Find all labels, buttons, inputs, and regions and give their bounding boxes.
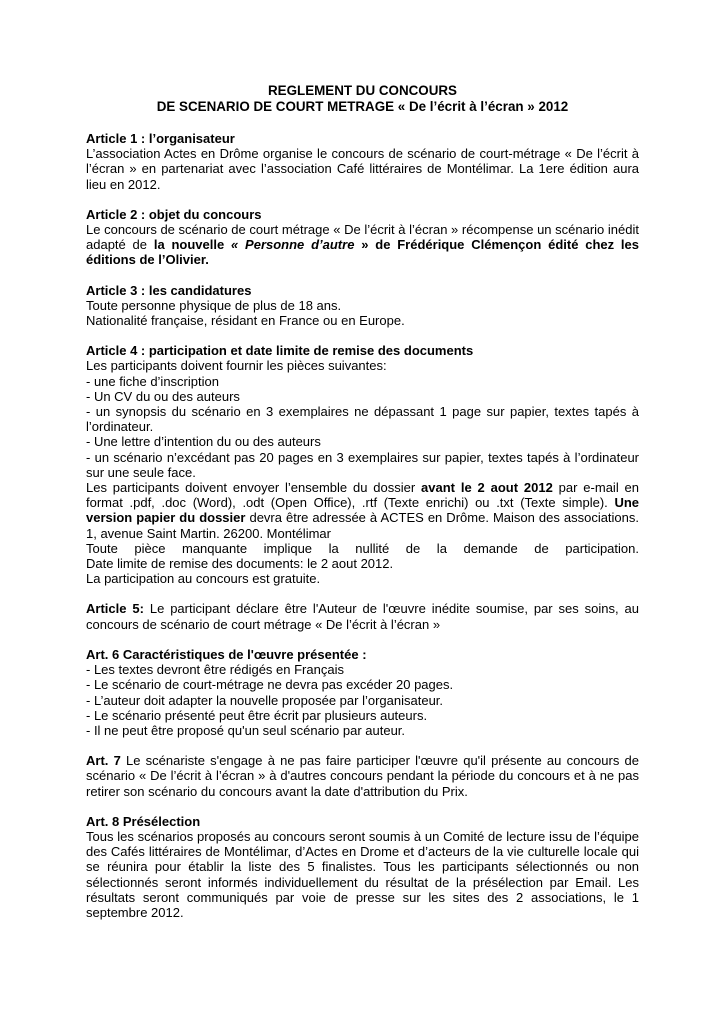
article-4-line-7: Toute pièce manquante implique la nullité de la demande de participation. (86, 540, 639, 556)
article-7 (86, 753, 639, 799)
article-7-text: Le scénariste s'engage à ne pas faire participer l'œuvre qu'il présente au concours de scénario « De l’écrit à l’écran » à d'autres concours pendant la période du concours et à ne pas retirer son scénario du concours avant la date d'attribution du Prix. (86, 753, 640, 799)
article-4-line-5: - Une lettre d’intention du ou des auteurs (86, 434, 321, 450)
article-6-line-2: - Le scénario de court-métrage ne devra pas excéder 20 pages. (86, 677, 454, 693)
article-4-p2: par e-mail en format .pdf, .doc (Word), .odt (Open Office), .rtf (Texte enrichi) ou .txt (Texte simple). (86, 480, 640, 511)
document-page (86, 83, 639, 920)
article-7-heading: Art. 7 (86, 753, 121, 769)
article-4-line-8: Date limite de remise des documents: le 2 aout 2012. (86, 556, 394, 572)
article-6 (86, 647, 639, 738)
article-8 (86, 814, 639, 920)
article-4-line-2: - une fiche d’inscription (86, 373, 219, 389)
article-3-heading: Article 3 : les candidatures (86, 282, 252, 298)
article-2-bold-2: » de Frédérique Clémençon édité chez les éditions de l’Olivier. (86, 237, 639, 268)
article-4-paragraph (86, 480, 639, 541)
article-1-text: L’association Actes en Drôme organise le concours de scénario de court-métrage « De l’écrit à l’écran » en partenariat avec l’association Café littéraires de Montélimar. La 1ere édition aura lieu en 2012. (86, 146, 639, 192)
document-title (86, 83, 639, 115)
article-4-p2-bold: Une version papier du dossier (86, 495, 639, 526)
article-1 (86, 131, 639, 192)
article-6-line-4: - Le scénario présenté peut être écrit par plusieurs auteurs. (86, 707, 428, 723)
article-1-heading: Article 1 : l’organisateur (86, 131, 235, 146)
article-2 (86, 207, 639, 268)
article-4-heading: Article 4 : participation et date limite de remise des documents (86, 343, 474, 359)
article-6-line-1: - Les textes devront être rédigés en Français (86, 662, 344, 678)
title-line-2: DE SCENARIO DE COURT METRAGE « De l’écrit à l’écran » 2012 (156, 99, 569, 114)
article-2-bold-italic-title: « Personne d’autre (231, 237, 355, 253)
article-8-text: Tous les scénarios proposés au concours seront soumis à un Comité de lecture issu de l’équipe des Cafés littéraires de Montélimar, d’Actes en Drome et d’acteurs de la vie culturelle locale qui se réunira pour établir la liste des 5 finalistes. Tous les participants sélectionnés ou non sélectionnés seront informés individuellement du résultat de la présélection par Email. Les résultats seront communiqués par voie de presse sur les sites des 2 associations, le 1 septembre 2012. (86, 828, 639, 920)
article-3-line-1: Toute personne physique de plus de 18 ans. (86, 297, 342, 313)
article-6-line-5: - Il ne peut être proposé qu'un seul scénario par auteur. (86, 722, 406, 738)
article-5-heading: Article 5: (86, 601, 144, 617)
article-4-line-9: La participation au concours est gratuite. (86, 571, 321, 587)
article-4-line-1: Les participants doivent fournir les pièces suivantes: (86, 358, 387, 374)
article-4-line-4: - un synopsis du scénario en 3 exemplaires ne dépassant 1 page sur papier, textes tapés à l’ordinateur. (86, 404, 639, 435)
title-line-1: REGLEMENT DU CONCOURS (268, 83, 457, 98)
article-6-heading: Art. 6 Caractéristiques de l'œuvre présentée : (86, 646, 367, 662)
article-4-p1: Les participants doivent envoyer l’ensemble du dossier (86, 480, 422, 496)
article-8-heading: Art. 8 Présélection (86, 813, 201, 829)
article-4-line-3: - Un CV du ou des auteurs (86, 388, 240, 404)
article-4-p3: devra être adressée à ACTES en Drôme. Maison des associations. 1, avenue Saint Martin. 26200. Montélimar (86, 510, 640, 541)
article-5 (86, 601, 639, 631)
article-4-line-6: - un scénario n’excédant pas 20 pages en 3 exemplaires sur papier, textes tapés à l’ordinateur sur une seule face. (86, 449, 639, 480)
article-6-line-3: - L’auteur doit adapter la nouvelle proposée par l’organisateur. (86, 692, 444, 708)
article-4-p1-bold: avant le 2 aout 2012 (421, 480, 553, 496)
article-3 (86, 283, 639, 329)
article-3-line-2: Nationalité française, résidant en France ou en Europe. (86, 313, 405, 329)
article-2-heading: Article 2 : objet du concours (86, 206, 262, 222)
article-2-bold-1: la nouvelle (153, 237, 232, 253)
article-4 (86, 343, 639, 586)
article-2-text: Le concours de scénario de court métrage « De l’écrit à l’écran » récompense un scénario inédit adapté de (86, 222, 639, 253)
article-5-text: Le participant déclare être l'Auteur de l'œuvre inédite soumise, par ses soins, au concours de scénario de court métrage « De l’écrit à l’écran » (86, 601, 639, 632)
